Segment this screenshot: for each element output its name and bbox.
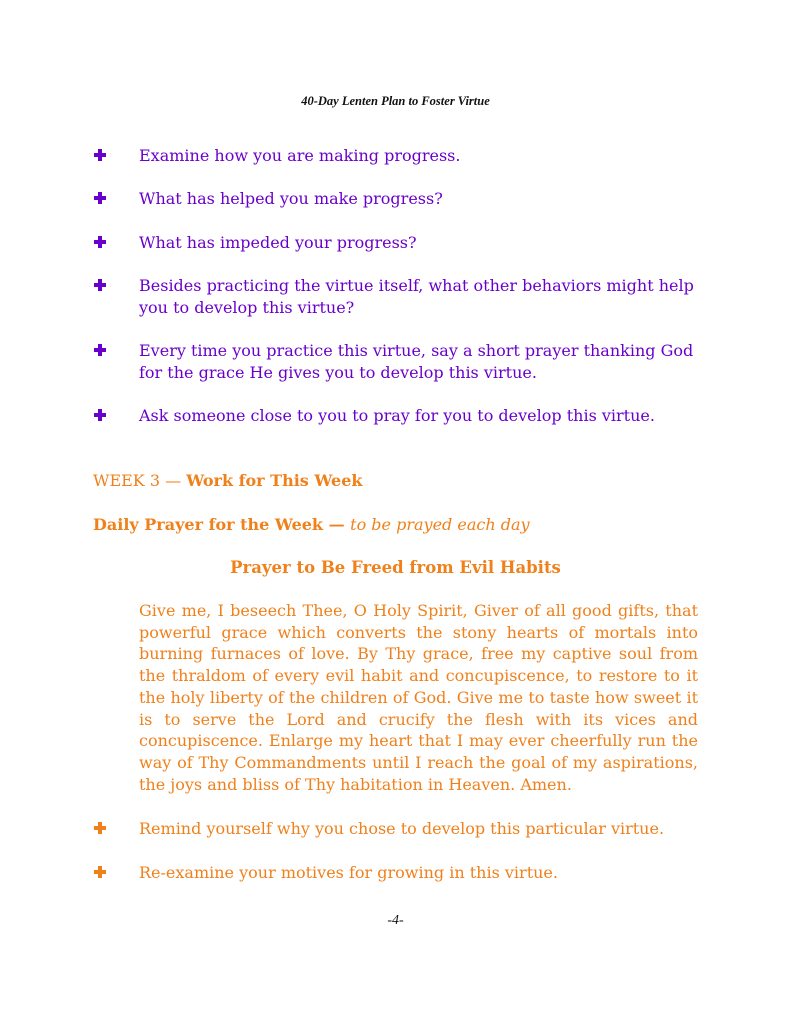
list-item: Re-examine your motives for growing in this virtue.: [139, 863, 558, 882]
cross-bullet-icon: [93, 343, 107, 357]
list-item: Remind yourself why you chose to develop this particular virtue.: [139, 819, 665, 838]
week-title: Work for This Week: [186, 471, 363, 490]
prayer-title: Prayer to Be Freed from Evil Habits: [230, 558, 561, 577]
list-item: Ask someone close to you to pray for you to develop this virtue.: [139, 406, 655, 425]
daily-prayer-note: to be prayed each day: [350, 515, 530, 534]
cross-bullet-icon: [93, 191, 107, 205]
cross-bullet-icon: [93, 235, 107, 249]
cross-bullet-icon: [93, 865, 107, 879]
list-item: What has impeded your progress?: [139, 233, 417, 252]
daily-prayer-label: Daily Prayer for the Week —: [93, 515, 351, 534]
prayer-body: Give me, I beseech Thee, O Holy Spirit, Giver of all good gifts, that powerful grace which converts the stony hearts of mortals into burning furnaces of love. By Thy grace, free my captive soul from the thraldom of every evil habit and concupiscence, to restore to it the holy liberty of the children of God. Give me to taste how sweet it is to serve the Lord and crucify the flesh with its vices and concupiscence. Enlarge my heart that I may ever cheerfully run the way of Thy Commandments until I reach the goal of my aspirations, the joys and bliss of Thy habitation in Heaven. Amen.: [139, 601, 698, 794]
cross-bullet-icon: [93, 408, 107, 422]
cross-bullet-icon: [93, 148, 107, 162]
cross-bullet-icon: [93, 278, 107, 292]
list-item: Besides practicing the virtue itself, what other behaviors might help you to develop this virtue?: [139, 276, 694, 317]
daily-prayer-heading: [93, 514, 530, 536]
list-item: Examine how you are making progress.: [139, 146, 461, 165]
list-item: Every time you practice this virtue, say a short prayer thanking God for the grace He gives you to develop this virtue.: [139, 341, 694, 382]
cross-bullet-icon: [93, 821, 107, 835]
page-number: -4-: [387, 913, 404, 928]
list-item: What has helped you make progress?: [139, 189, 443, 208]
page-header: 40-Day Lenten Plan to Foster Virtue: [301, 94, 490, 108]
week-heading: [93, 470, 362, 492]
week-label: WEEK 3 —: [93, 471, 187, 490]
